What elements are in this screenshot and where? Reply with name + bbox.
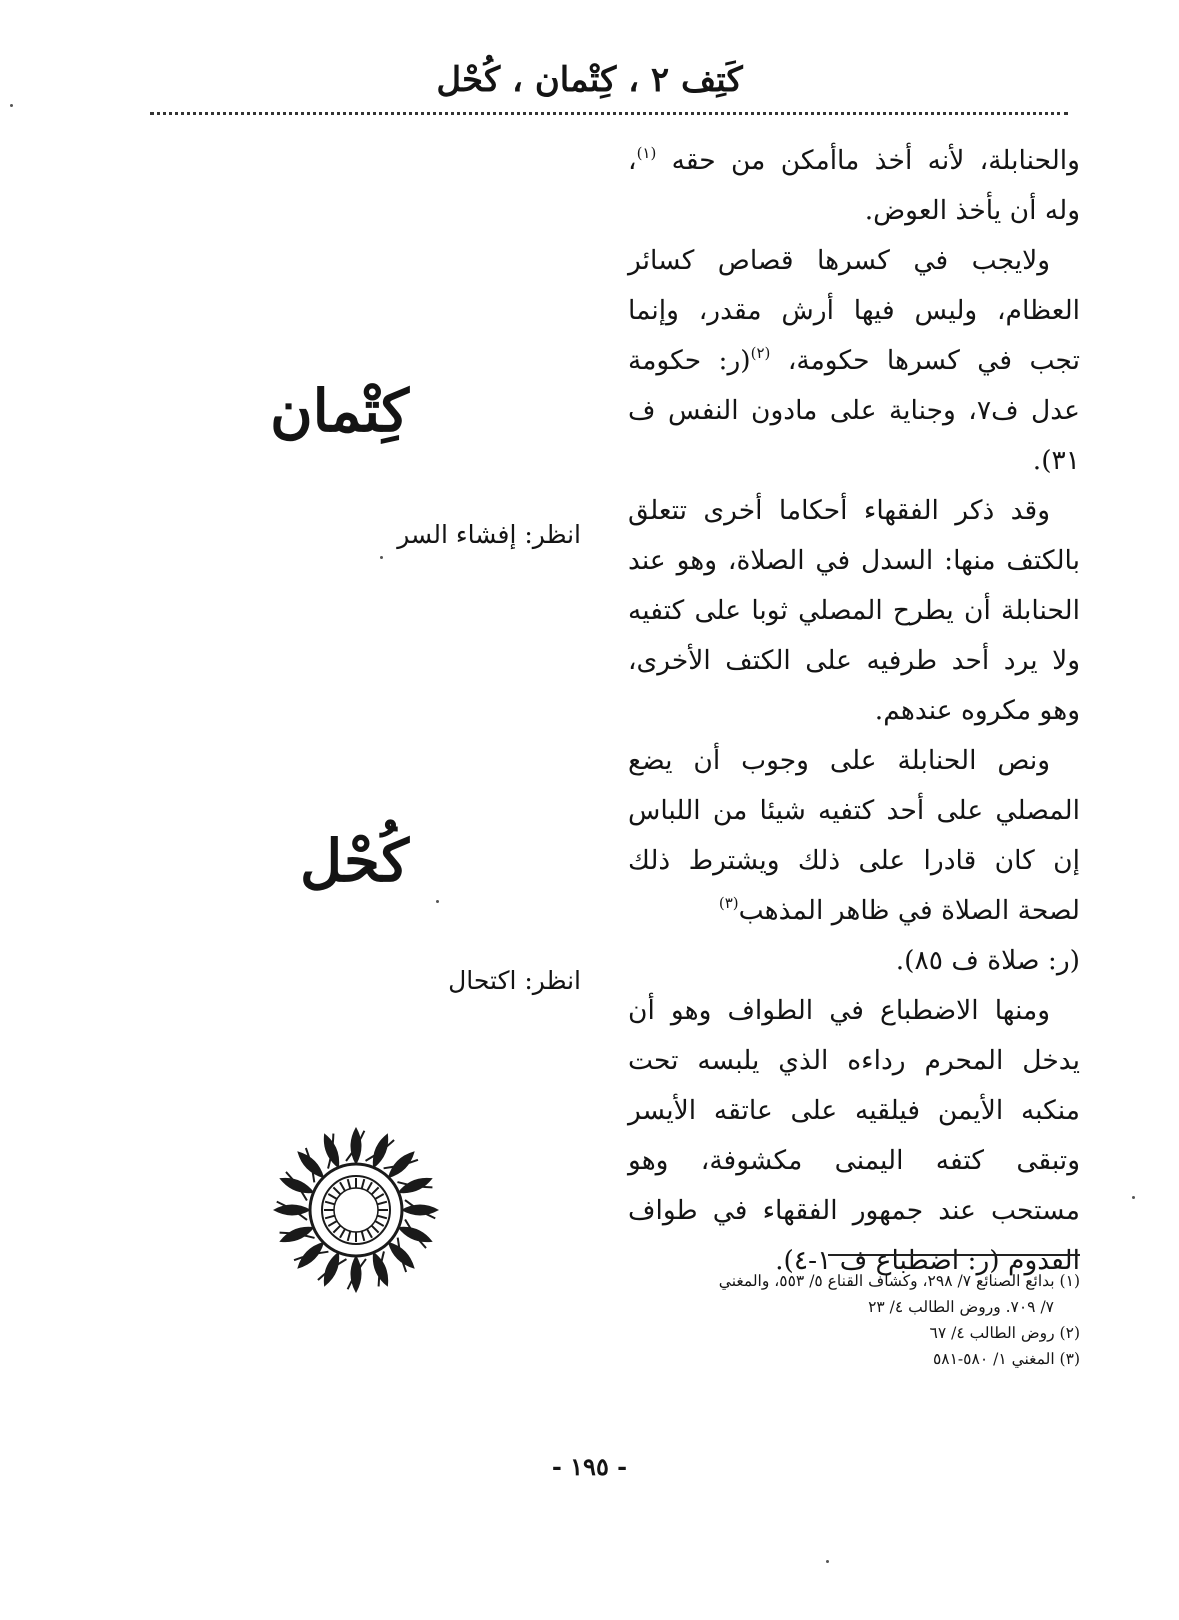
rosette-petal (397, 1174, 434, 1197)
paragraph-2-tail: (ر: حكومة عدل ف٧، وجناية على مادون النفس ف ٣١). (628, 345, 1080, 476)
rosette-tick (377, 1202, 387, 1205)
rosette-tick (375, 1221, 384, 1226)
paragraph-5: ومنها الاضطباع في الطواف وهو أن يدخل المحرم رداءه الذي يلبسه تحت منكبه الأيمن فيلقيه على عاتقه الأيسر وتبقى كتفه اليمنى مكشوفة، وهو مستحب عند جمهور الفقهاء في طواف القدوم (ر: اضطباع ف ١-٤). (628, 995, 1080, 1276)
page-number: - ١٩٥ - (551, 1452, 628, 1481)
rosette-petal (320, 1251, 343, 1288)
scan-speck (380, 556, 383, 559)
rosette-tick (340, 1229, 345, 1238)
rosette-petal (369, 1251, 392, 1288)
rosette-petal (369, 1132, 392, 1169)
rosette-tick (328, 1221, 337, 1226)
paragraph-2 (628, 236, 1080, 486)
rosette-tick (362, 1179, 365, 1189)
rosette-petal (278, 1223, 315, 1246)
entry-heading-kitman: كِتْمان (270, 377, 409, 445)
rosette-petal (397, 1223, 434, 1246)
entry-heading-kuhl: كُحْل (300, 827, 409, 895)
scan-speck (826, 1560, 829, 1563)
rosette-tick (333, 1226, 340, 1233)
rosette-petal (320, 1132, 343, 1169)
rosette-petal (294, 1148, 327, 1181)
footnotes-block (620, 1268, 1080, 1372)
rosette-tick (333, 1187, 340, 1194)
footnote-ref-1[interactable]: (١) (636, 144, 657, 162)
rosette-tick (348, 1179, 351, 1189)
rosette-tick (367, 1229, 372, 1238)
page-header-title: كَتِف ٢ ، كِتْمان ، كُحْل (436, 60, 743, 100)
rosette-petal (278, 1174, 315, 1197)
rosette-tick (325, 1202, 335, 1205)
footnote-ref-2[interactable]: (٢) (750, 344, 771, 362)
paragraph-2-text: ولايجب في كسرها قصاص كسائر العظام، وليس فيها أرش مقدر، وإنما تجب في كسرها حكومة، (628, 245, 1080, 376)
main-text-column (628, 136, 1080, 1286)
paragraph-4-reference: (ر: صلاة ف ٨٥). (895, 945, 1080, 976)
footnote-ref-3[interactable]: (٣) (718, 894, 739, 912)
footnote-1-continued: ٧/ ٧٠٩. وروض الطالب ٤/ ٢٣ (868, 1298, 1054, 1316)
footnote-1: (١) بدائع الصنائع ٧/ ٢٩٨، وكشاف القناع ٥/ ٥٥٣، والمغني (718, 1272, 1080, 1290)
rosette-tick (325, 1216, 335, 1219)
paragraph-1-text: والحنابلة، لأنه أخذ ماأمكن من حقه (671, 145, 1080, 176)
footnote-3: (٣) المغني ١/ ٥٨٠-٥٨١ (932, 1350, 1080, 1368)
footnote-2: (٢) روض الطالب ٤/ ٦٧ (929, 1324, 1080, 1342)
rosette-petal (274, 1205, 310, 1215)
scan-speck (1132, 1196, 1135, 1199)
rosette-tick (340, 1182, 345, 1191)
rosette-tick (362, 1231, 365, 1241)
paragraph-1-tail: ، وله أن يأخذ العوض. (628, 145, 1080, 226)
rosette-tick (372, 1226, 379, 1233)
paragraph-4 (628, 736, 1080, 936)
rosette-petal (294, 1239, 327, 1272)
cross-reference-kuhl[interactable]: انظر: اكتحال (448, 966, 581, 995)
scan-speck (436, 900, 439, 903)
rosette-tick (375, 1194, 384, 1199)
rosette-tick (377, 1216, 387, 1219)
rosette-tick (367, 1182, 372, 1191)
scan-speck (10, 104, 13, 107)
paragraph-1 (628, 136, 1080, 236)
rosette-petal (385, 1239, 418, 1272)
star-rosette-icon (270, 1124, 442, 1296)
rosette-tick (348, 1231, 351, 1241)
header-dotted-rule (150, 112, 1068, 115)
rosette-petal (385, 1148, 418, 1181)
rosette-tick (372, 1187, 379, 1194)
rosette-petal (351, 1256, 361, 1292)
paragraph-3: وقد ذكر الفقهاء أحكاما أخرى تتعلق بالكتف منها: السدل في الصلاة، وهو عند الحنابلة أن يطرح المصلي ثوبا على كتفيه ولا يرد أحد طرفيه على الكتف الأخرى، وهو مكروه عندهم. (628, 495, 1080, 726)
footnote-separator (828, 1254, 1080, 1256)
rosette-tick (328, 1194, 337, 1199)
paragraph-4-text: ونص الحنابلة على وجوب أن يضع المصلي على أحد كتفيه شيئا من اللباس إن كان قادرا على ذلك ويشترط ذلك لصحة الصلاة في ظاهر المذهب (628, 745, 1080, 926)
rosette-petal (402, 1205, 438, 1215)
cross-reference-kitman[interactable]: انظر: إفشاء السر (397, 520, 581, 549)
